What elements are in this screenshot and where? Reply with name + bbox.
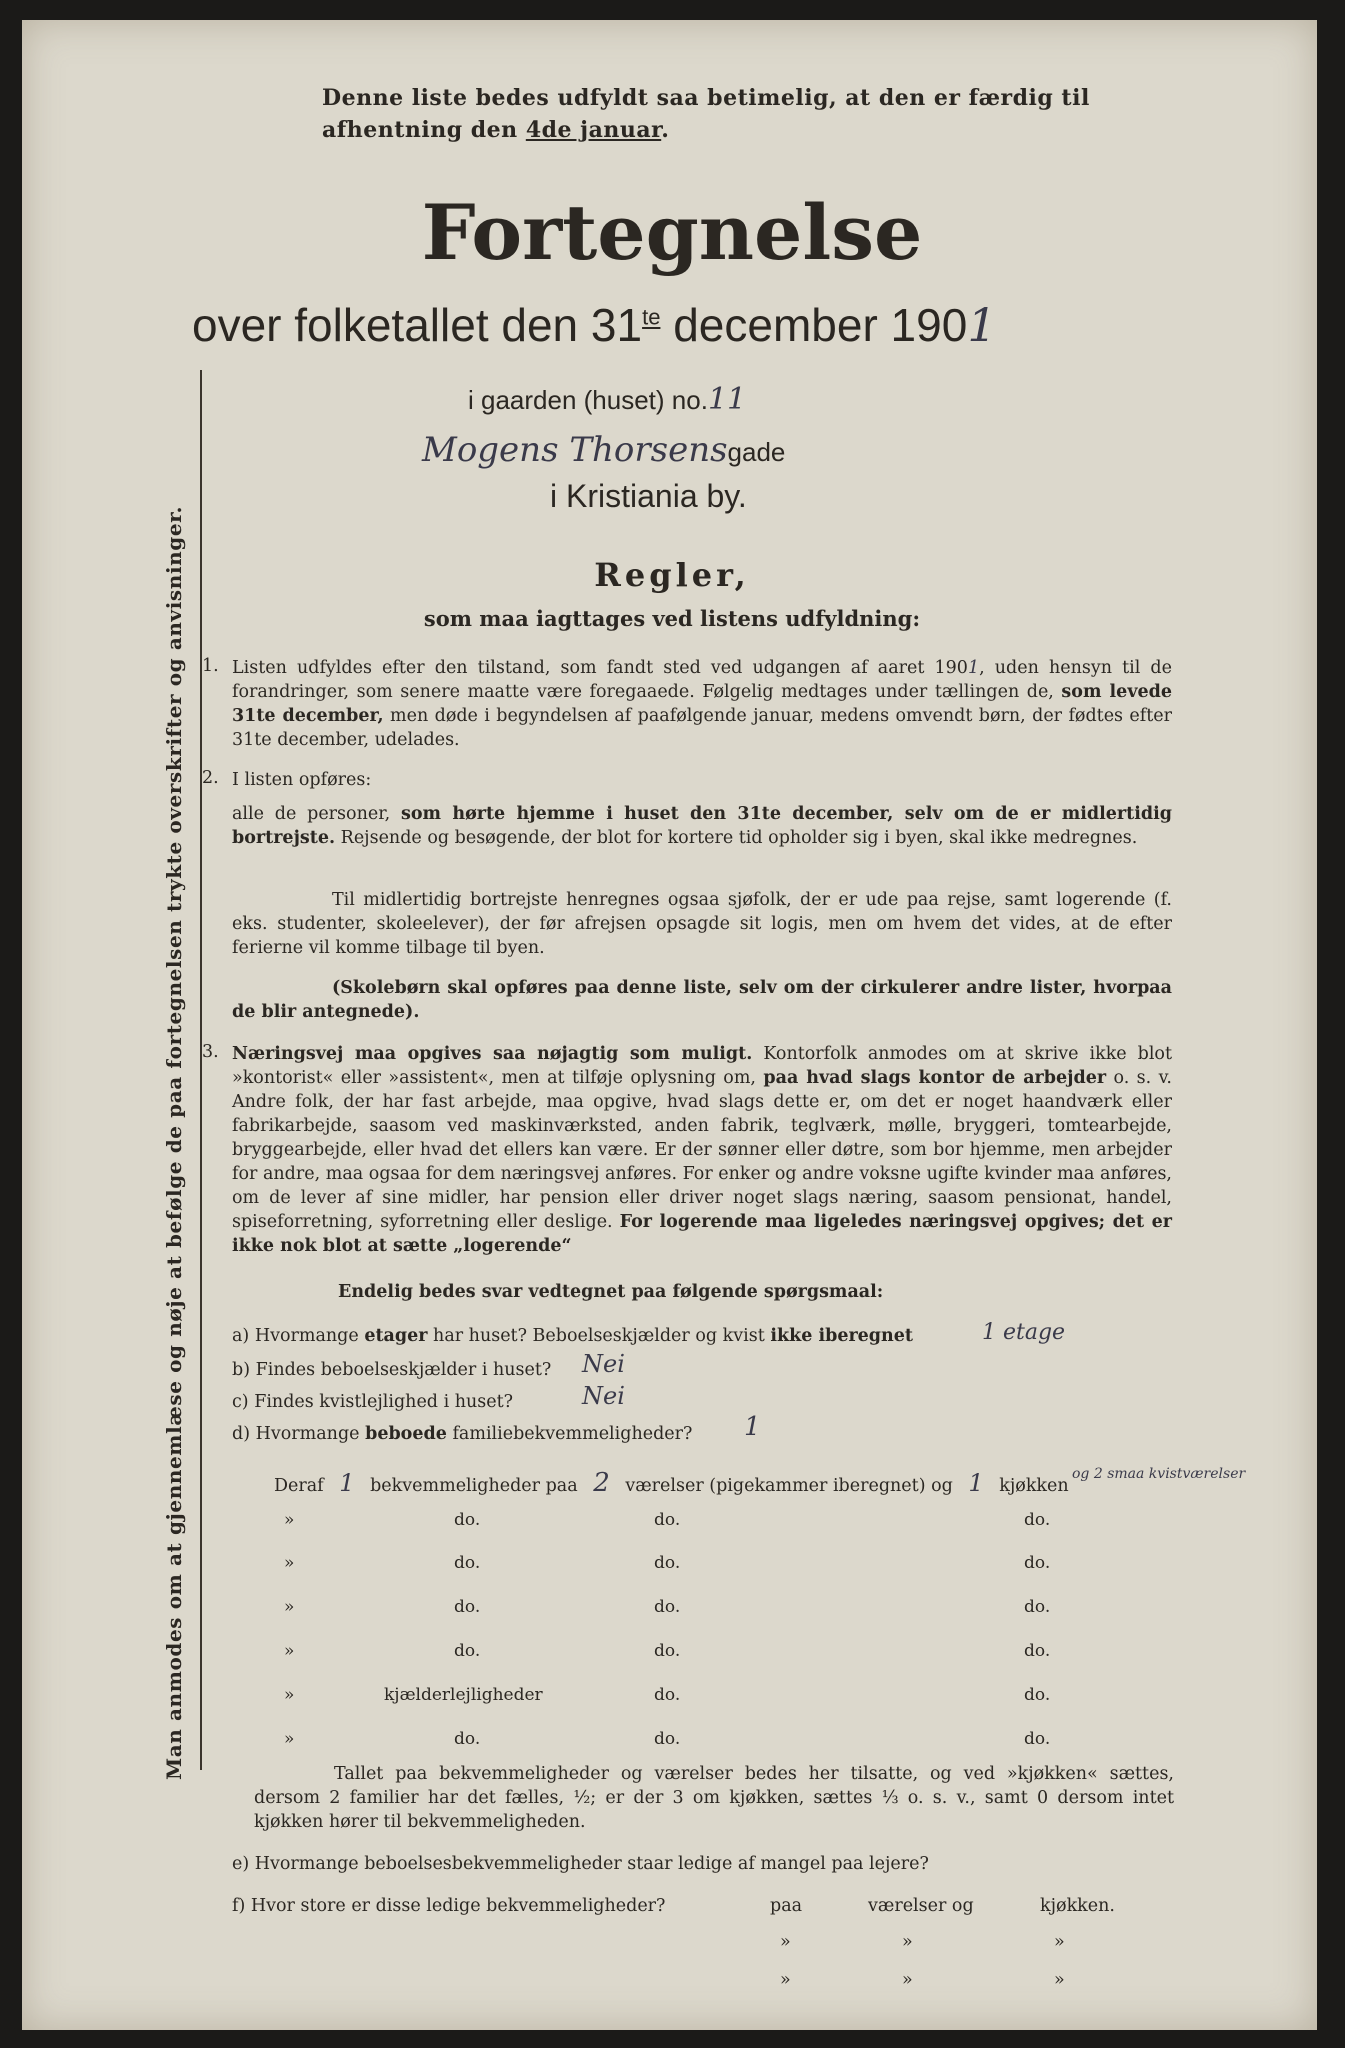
question-a: a) Hvormange etager har huset? Beboelseskjælder og kvist ikke iberegnet	[232, 1326, 913, 1346]
margin-instruction: Man anmodes om at gjennemlæse og nøje at befølge de paa fortegnelsen trykte overskrifter og anvisninger.	[162, 505, 186, 1780]
handwritten-count: 1	[339, 1469, 355, 1497]
ditto-mark-6: »	[1054, 1970, 1065, 1990]
answer-b-handwritten: Nei	[582, 1350, 625, 1378]
answer-c-handwritten: Nei	[582, 1382, 625, 1410]
handwritten-note: og 2 smaa kvistværelser	[1072, 1466, 1246, 1482]
intro-instruction: Denne liste bedes udfyldt saa betimelig, at den er færdig til afhentning den 4de januar.	[322, 85, 1090, 143]
rule-3-text: Næringsvej maa opgives saa nøjagtig som muligt. Kontorfolk anmodes om at skrive ikke blot »kontorist« eller »assistent«, men at tilføje oplysning om, paa hvad slags kontor de arbejder o. s. v. Andre folk, der har fast arbejde, maa opgive, hvad slags dette er, om det er noget haandværk eller fabrikarbejde, saasom ved maskinværksted, anden fabrik, teglværk, mølle, bryggeri, tomtearbejde, bryggearbejde, eller hvad det ellers kan være. Er der sønner eller døtre, som bor hjemme, men arbejder for andre, maa ogsaa for dem næringsvej anføres. For enker og andre voksne ugifte kvinder maa anføres, om de lever af sine midler, har pension eller driver noget slags næring, saasom pensionat, handel, spiseforretning, syforretning eller deslige. For logerende maa ligeledes næringsvej opgives; det er ikke nok blot at sætte „logerende“	[232, 1044, 1172, 1256]
ditto-mark-3: »	[1054, 1932, 1065, 1952]
question-f-kjokken: kjøkken.	[1040, 1896, 1115, 1916]
rule-2-head: I listen opføres:	[232, 770, 372, 790]
answer-a-handwritten: 1 etage	[982, 1320, 1066, 1345]
question-c: c) Findes kvistlejlighed i huset?	[232, 1392, 514, 1412]
form-subtitle: over folketallet den $31^{te}$ december 1901	[192, 298, 997, 352]
rules-subheading: som maa iagttages ved listens udfyldning:	[423, 606, 921, 631]
question-e: e) Hvormange beboelsesbekvemmeligheder staar ledige af mangel paa lejere?	[232, 1854, 929, 1874]
ditto-mark-4: »	[780, 1970, 791, 1990]
margin-rule	[200, 370, 202, 1770]
street-line: Mogens Thorsensgade	[422, 430, 786, 470]
handwritten-street: Mogens Thorsens	[422, 430, 728, 470]
kitchen-footnote: Tallet paa bekvemmeligheder og værelser bedes her tilsatte, og ved »kjøkken« sættes, dersom 2 familier har det fælles, ½; er der 3 om kjøkken, sættes ⅓ o. s. v., samt 0 dersom intet kjøkken hører til bekvemmeligheden.	[254, 1764, 1174, 1832]
handwritten-year: 1	[967, 298, 997, 352]
house-number-line: i gaarden (huset) no.11	[468, 382, 747, 417]
handwritten-house-number: 11	[707, 382, 747, 417]
rule-1-number: 1.	[202, 656, 219, 676]
handwritten-rooms: 2	[593, 1468, 610, 1498]
intro-date: 4de januar	[525, 117, 662, 143]
form-title: Fortegnelse	[421, 188, 923, 277]
question-d: d) Hvormange beboede familiebekvemmeligheder?	[232, 1424, 693, 1444]
question-f: f) Hvor store er disse ledige bekvemmeligheder?	[232, 1896, 666, 1916]
question-b: b) Findes beboelseskjælder i huset?	[232, 1360, 552, 1380]
rule-2-travelers: Til midlertidig bortrejste henregnes ogsaa sjøfolk, der er ude paa rejse, samt logerende (f. eks. studenter, skoleelever), der før afrejsen opsagde sit logis, men om hvem det vides, at de efter ferierne vil komme tilbage til byen.	[232, 890, 1172, 958]
rules-heading: Regler,	[594, 556, 750, 594]
rule-2-text: alle de personer, som hørte hjemme i huset den 31te december, selv om de er midlertidig bortrejste. Rejsende og besøgende, der blot for kortere tid opholder sig i byen, skal ikke medregnes.	[232, 804, 1172, 848]
ditto-mark-5: »	[902, 1970, 913, 1990]
rule-1-text: Listen udfyldes efter den tilstand, som fandt sted ved udgangen af aaret 1901, uden hensyn til de forandringer, som senere maatte være foregaaede. Følgelig medtages under tællingen de, som levede 31te december, men døde i begyndelsen af paafølgende januar, medens omvendt børn, der fødtes efter 31te december, udelades.	[232, 658, 1173, 750]
rule-3-number: 3.	[202, 1042, 219, 1062]
rule-2-schoolchildren: (Skolebørn skal opføres paa denne liste, selv om der cirkulerer andre lister, hvorpaa de blir antegnede).	[232, 978, 1172, 1022]
rule-2-number: 2.	[202, 768, 219, 788]
handwritten-kitchens: 1	[968, 1469, 984, 1497]
answer-d-handwritten: 1	[744, 1412, 761, 1442]
question-f-vaerelser: værelser og	[868, 1896, 974, 1916]
deraf-line: Deraf 1 bekvemmeligheder paa 2 værelser (pigekammer iberegnet) og 1 kjøkken	[274, 1468, 1069, 1498]
question-f-paa: paa	[770, 1896, 803, 1916]
intro-text: Denne liste bedes udfyldt saa betimelig, at den er færdig til afhentning den	[322, 85, 1090, 143]
questions-intro: Endelig bedes svar vedtegnet paa følgende spørgsmaal:	[338, 1282, 884, 1302]
city-line: i Kristiania by.	[550, 478, 747, 514]
ditto-mark-2: »	[902, 1932, 913, 1952]
ditto-mark-1: »	[780, 1932, 791, 1952]
census-form-sheet: Denne liste bedes udfyldt saa betimelig, at den er færdig til afhentning den 4de januar. Fortegnelse over folketallet den $31^{te}$ december 1901 i gaarden (huset) no.11 Mogens Thorsensgade i Kristiania by. Regler, som maa iagttages ved listens udfyldning: 1. Listen udfyldes efter den tilstand, som fandt sted ved udgangen af aaret 1901, uden hensyn til de forandringer, som senere maatte være foregaaede. Følgelig medtages under tællingen de, som levede 31te december, men døde i begyndelsen af paafølgende januar, medens omvendt børn, der fødtes efter 31te december, udelades. 2. I listen opføres: alle de personer, som hørte hjemme i huset den 31te december, selv om de er midlertidig bortrejste. Rejsende og besøgende, der blot for kortere tid opholder sig i byen, skal ikke medregnes. Til midlertidig bortrejste henregnes ogsaa sjøfolk, der er ude paa rejse, samt logerende (f. eks. studenter, skoleelever), der før afrejsen opsagde sit logis, men om hvem det vides, at de efter ferierne vil komme tilbage til byen. (Skolebørn skal opføres paa denne liste, selv om der cirkulerer andre lister, hvorpaa de blir antegnede). 3. Næringsvej maa opgives saa nøjagtig som muligt. Kontorfolk anmodes om at skrive ikke blot »kontorist« eller »assistent«, men at tilføje oplysning om, paa hvad slags kontor de arbejder o. s. v. Andre folk, der har fast arbejde, maa opgive, hvad slags dette er, om det er noget haandværk eller fabrikarbejde, saasom ved maskinværksted, anden fabrik, teglværk, mølle, bryggeri, tomtearbejde, bryggearbejde, eller hvad det ellers kan være. Er der sønner eller døtre, som bor hjemme, men arbejder for andre, maa ogsaa for dem næringsvej anføres. For enker og andre voksne ugifte kvinder maa anføres, om de lever af sine midler, har pension eller driver noget slags næring, saasom pensionat, handel, spiseforretning, syforretning eller deslige. For logerende maa ligeledes næringsvej opgives; det er ikke nok blot at sætte „logerende“ Endelig bedes svar vedtegnet paa følgende spørgsmaal: a) Hvormange etager har huset? Beboelseskjælder og kvist ikke iberegnet 1 etage b) Findes beboelseskjælder i huset? Nei c) Findes kvistlejlighed i huset? Nei d) Hvormange beboede familiebekvemmeligheder? 1 Deraf 1 bekvemmeligheder paa 2 værelser (pigekammer iberegnet) og 1 kjøkken og 2 smaa kvistværelser » do. do. do. » do. do. do. » do. do. do. » do. do. do. » kjælderlejligheder do. do. » do. do. do. Tallet paa bekvemmeligheder og værelser bedes her tilsatte, og ved »kjøkken« sættes, dersom 2 familier har det fælles, ½; er der 3 om kjøkken, sættes ⅓ o. s. v., samt 0 dersom intet kjøkken hører til bekvemmeligheden. e) Hvormange beboelsesbekvemmeligheder staar ledige af mangel paa lejere? f) Hvor store er disse ledige bekvemmeligheder? paa værelser og kjøkken. » » » » » » Man anmodes om at gjennemlæse og nøje at befølge de paa fortegnelsen trykte overskrifter og anvisninger.	[22, 20, 1317, 2030]
